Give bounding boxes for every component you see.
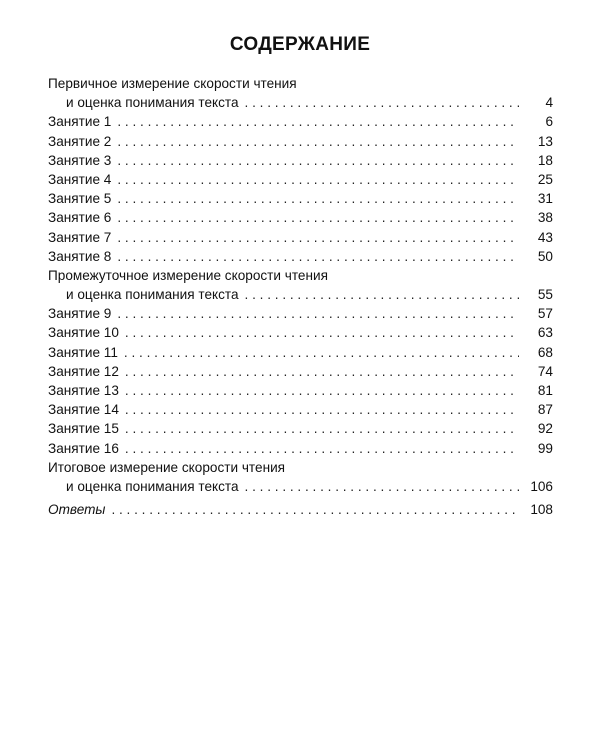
toc-page-number: 99 <box>537 440 553 456</box>
toc-entry-lesson-14[interactable] <box>48 400 553 419</box>
toc-entry-line <box>48 266 553 285</box>
toc-entry-title-continued: и оценка понимания текста <box>66 478 239 494</box>
toc-page-number: 68 <box>537 344 553 360</box>
dot-leader <box>124 343 519 362</box>
dot-leader <box>125 381 519 400</box>
toc-page-number: 4 <box>545 95 553 111</box>
page-title: СОДЕРЖАНИЕ <box>229 34 371 55</box>
toc-page-number: 92 <box>537 421 553 437</box>
dot-leader <box>125 400 519 419</box>
toc-page-number: 108 <box>530 502 553 518</box>
dot-leader <box>245 285 519 304</box>
toc-entry-final-measurement[interactable] <box>48 458 553 496</box>
toc-entry-title: Занятие 8 <box>48 248 112 264</box>
dot-leader <box>111 500 519 519</box>
toc-entry-title: Первичное измерение скорости чтения <box>48 76 297 91</box>
toc-page-number: 81 <box>537 383 553 398</box>
dot-leader <box>125 362 519 381</box>
toc-entry-title: Занятие 7 <box>48 229 112 245</box>
toc-entry-title: Занятие 14 <box>48 402 119 418</box>
toc-page-number: 13 <box>537 133 553 149</box>
toc-entry-line <box>48 93 553 112</box>
toc-entry-lesson-11[interactable] <box>48 343 553 362</box>
toc-page-number: 106 <box>530 478 553 494</box>
toc-page-number: 74 <box>537 363 553 379</box>
toc-entry-lesson-13[interactable] <box>48 381 553 400</box>
dot-leader <box>125 419 519 438</box>
toc-entry-lesson-12[interactable] <box>48 362 553 381</box>
toc-entry-title: Занятие 2 <box>48 133 112 149</box>
toc-page-number: 50 <box>537 248 553 264</box>
dot-leader <box>125 323 519 342</box>
dot-leader <box>117 228 519 247</box>
dot-leader <box>117 170 519 189</box>
toc-entry-lesson-9[interactable] <box>48 304 553 323</box>
toc-entry-lesson-10[interactable] <box>48 323 553 342</box>
toc-page-number: 31 <box>537 191 553 207</box>
toc-entry-title: Занятие 15 <box>48 421 119 437</box>
toc-entry-answers[interactable] <box>48 500 553 519</box>
toc-entry-title: Ответы <box>48 502 106 518</box>
toc-page-number: 38 <box>537 210 553 226</box>
toc-entry-line <box>48 458 553 477</box>
toc-entry-lesson-6[interactable] <box>48 208 553 227</box>
toc-page-number: 55 <box>537 287 553 303</box>
toc-entry-title: Занятие 9 <box>48 306 112 322</box>
toc-entry-title: Занятие 10 <box>48 325 119 341</box>
toc-entry-lesson-7[interactable] <box>48 228 553 247</box>
toc-page-number: 6 <box>545 114 553 130</box>
dot-leader <box>117 112 519 131</box>
dot-leader <box>117 151 519 170</box>
toc-page-number: 25 <box>537 171 553 187</box>
toc-entry-title: Занятие 3 <box>48 152 112 168</box>
toc-entry-title-continued: и оценка понимания текста <box>66 95 239 111</box>
toc-entry-title: Занятие 11 <box>48 344 118 360</box>
toc-page-number: 18 <box>537 152 553 168</box>
toc-entry-title: Занятие 16 <box>48 440 119 456</box>
toc-entry-title: Занятие 5 <box>48 191 112 207</box>
dot-leader <box>125 439 519 458</box>
toc-entry-line <box>48 74 553 93</box>
toc-entry-lesson-8[interactable] <box>48 247 553 266</box>
dot-leader <box>117 304 519 323</box>
toc-entry-line <box>48 477 553 496</box>
toc-entry-title: Промежуточное измерение скорости чтения <box>48 267 328 283</box>
dot-leader <box>245 93 519 112</box>
table-of-contents <box>48 74 553 519</box>
toc-page-number: 87 <box>537 402 553 418</box>
toc-entry-initial-measurement[interactable] <box>48 74 553 112</box>
toc-entry-lesson-16[interactable] <box>48 439 553 458</box>
toc-entry-line <box>48 285 553 304</box>
toc-entry-title-continued: и оценка понимания текста <box>66 287 239 303</box>
toc-entry-lesson-4[interactable] <box>48 170 553 189</box>
toc-page-number: 43 <box>537 229 553 245</box>
toc-entry-title: Занятие 13 <box>48 383 119 398</box>
toc-entry-title: Занятие 12 <box>48 363 119 379</box>
toc-page-number: 63 <box>537 325 553 341</box>
dot-leader <box>245 477 519 496</box>
toc-entry-lesson-1[interactable] <box>48 112 553 131</box>
toc-entry-lesson-3[interactable] <box>48 151 553 170</box>
toc-entry-lesson-2[interactable] <box>48 132 553 151</box>
dot-leader <box>117 189 519 208</box>
dot-leader <box>117 208 519 227</box>
dot-leader <box>117 247 519 266</box>
toc-entry-lesson-15[interactable] <box>48 419 553 438</box>
toc-entry-lesson-5[interactable] <box>48 189 553 208</box>
dot-leader <box>117 132 519 151</box>
toc-entry-title: Занятие 1 <box>48 114 112 130</box>
toc-entry-title: Занятие 4 <box>48 171 112 187</box>
toc-page-number: 57 <box>537 306 553 322</box>
toc-entry-title: Итоговое измерение скорости чтения <box>48 459 286 475</box>
toc-entry-title: Занятие 6 <box>48 210 112 226</box>
toc-entry-intermediate-measurement[interactable] <box>48 266 553 304</box>
